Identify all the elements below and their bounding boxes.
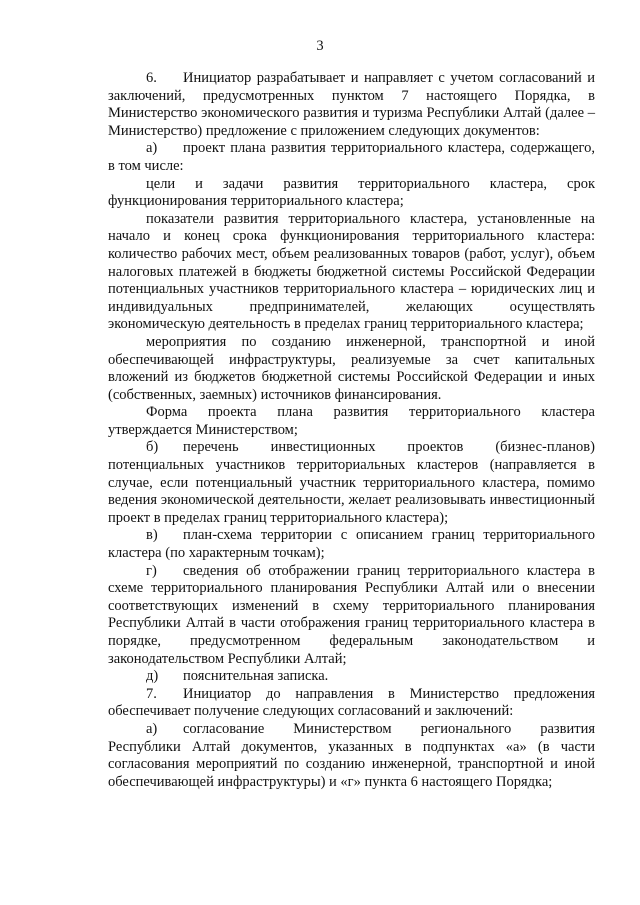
item-marker: а) — [146, 720, 158, 737]
paragraph-subitem-d — [108, 668, 595, 686]
paragraph-item-6 — [108, 70, 595, 140]
paragraph-measures: мероприятия по созданию инженерной, транспортной и иной обеспечивающей инфраструктуры, реализуемые за счет капитальных вложений из бюджетов бюджетной системы Российской Федерации и иных (собственных, заемных) источников финансирования. — [108, 333, 595, 403]
paragraph-text: сведения об отображении границ территориального кластера в схеме территориального планирования Республики Алтай или о внесении соответствующих изменений в схему территориального планирования Республики Алтай в части отображения границ территориального кластера в порядке, предусмотренном федеральным законодательством и законодательством Республики Алтай; — [108, 562, 595, 667]
paragraph-subitem-b — [108, 439, 595, 527]
document-body — [108, 70, 595, 791]
item-marker: в) — [146, 527, 158, 544]
item-marker: д) — [146, 668, 159, 685]
item-marker: б) — [146, 439, 159, 456]
paragraph-subitem-v — [108, 527, 595, 562]
item-marker: г) — [146, 562, 157, 579]
item-marker: а) — [146, 140, 158, 157]
paragraph-item-7 — [108, 686, 595, 721]
paragraph-text: перечень инвестиционных проектов (бизнес-планов) потенциальных участников территориальных кластеров (направляется в случае, если потенциальный участник территориального кластера, помимо ведения экономической деятельности, желает реализовывать инвестиционный проект в пределах границ территориального кластера); — [108, 439, 595, 526]
paragraph-goals: цели и задачи развития территориального кластера, срок функционирования территориального кластера; — [108, 175, 595, 210]
paragraph-indicators: показатели развития территориального кластера, установленные на начало и конец срока функционирования территориального кластера: количество рабочих мест, объем реализованных товаров (работ, услуг), объем налоговых платежей в бюджеты бюджетной системы Российской Федерации потенциальных участников территориального кластера – юридических лиц и индивидуальных предпринимателей, желающих осуществлять экономическую деятельность в пределах границ территориального кластера; — [108, 210, 595, 333]
item-marker: 6. — [146, 70, 157, 86]
item-marker: 7. — [146, 685, 157, 702]
page-number: 3 — [316, 38, 324, 54]
paragraph-text: пояснительная записка. — [183, 668, 329, 685]
paragraph-subitem-a-2 — [108, 721, 595, 791]
paragraph-text: проект плана развития территориального кластера, содержащего, в том числе: — [108, 140, 595, 174]
paragraph-text: согласование Министерством регионального развития Республики Алтай документов, указанных в подпунктах «а» (в части согласования мероприятий по созданию инженерной, транспортной и иной обеспечивающей инфраструктуры) и «г» пункта 6 настоящего Порядка; — [108, 720, 595, 790]
paragraph-text: план-схема территории с описанием границ территориального кластера (по характерным точкам); — [108, 527, 595, 562]
paragraph-text: Инициатор разрабатывает и направляет с учетом согласований и заключений, предусмотренных пунктом 7 настоящего Порядка, в Министерство экономического развития и туризма Республики Алтай (далее – Министерство) предложение с приложением следующих документов: — [108, 70, 595, 139]
paragraph-subitem-g — [108, 563, 595, 669]
paragraph-text: Инициатор до направления в Министерство предложения обеспечивает получение следующих согласований и заключений: — [108, 685, 595, 720]
paragraph-subitem-a — [108, 140, 595, 175]
paragraph-form: Форма проекта плана развития территориального кластера утверждается Министерством; — [108, 404, 595, 438]
